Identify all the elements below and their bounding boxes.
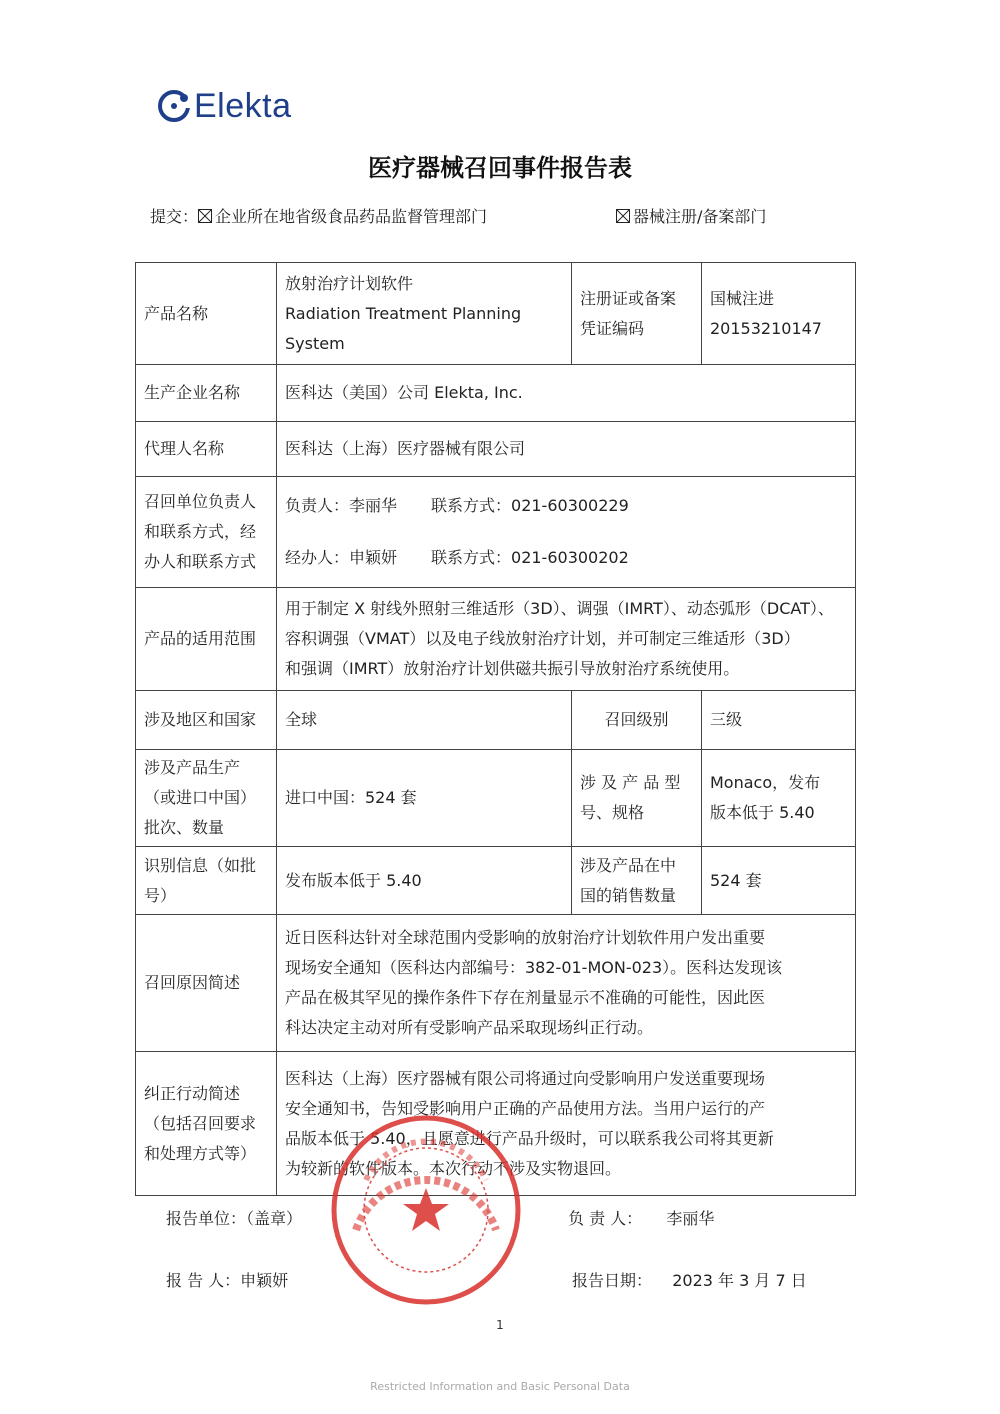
- batch-label: 涉及产品生产 （或进口中国） 批次、数量: [136, 750, 277, 847]
- identification-value: 发布版本低于 5.40: [277, 847, 572, 915]
- checkbox-checked-icon: [198, 209, 212, 223]
- logo-text: Elekta: [194, 86, 292, 125]
- registration-value: 国械注进 20153210147: [702, 263, 856, 365]
- leader-label: 负 责 人：: [568, 1209, 643, 1228]
- date-label: 报告日期：: [572, 1271, 653, 1290]
- identification-label: 识别信息（如批 号）: [136, 847, 277, 915]
- sales-label: 涉及产品在中 国的销售数量: [572, 847, 702, 915]
- scope-label: 产品的适用范围: [136, 588, 277, 691]
- level-label: 召回级别: [572, 691, 702, 750]
- submit-option-province: 企业所在地省级食品药品监督管理部门: [215, 207, 488, 226]
- page-number: 1: [496, 1318, 504, 1332]
- reason-value: 近日医科达针对全球范围内受影响的放射治疗计划软件用户发出重要 现场安全通知（医科达内部编号：382-01-MON-023）。医科达发现该 产品在极其罕见的操作条件下存在剂量显示不准确的可能性，因此医 科达决定主动对所有受影响产品采取现场纠正行动。: [277, 915, 856, 1052]
- date-line: [572, 1268, 807, 1291]
- leader-line: [568, 1206, 714, 1229]
- report-unit-label: 报告单位：（盖章）: [166, 1209, 303, 1228]
- date-value: 2023 年 3 月 7 日: [672, 1271, 807, 1290]
- scope-value: 用于制定 X 射线外照射三维适形（3D）、调强（IMRT）、动态弧形（DCAT）、 容积调强（VMAT）以及电子线放射治疗计划，并可制定三维适形（3D） 和强调（IMRT）放射治疗计划供磁共振引导放射治疗系统使用。: [277, 588, 856, 691]
- product-name-label: 产品名称: [136, 263, 277, 365]
- responsible-person: 负责人：李丽华: [285, 496, 398, 515]
- registration-label: 注册证或备案 凭证编码: [572, 263, 702, 365]
- row-identification: [136, 847, 856, 915]
- company-seal-icon: [326, 1110, 526, 1310]
- manufacturer-value: 医科达（美国）公司 Elekta, Inc.: [277, 365, 856, 422]
- leader-value: 李丽华: [666, 1209, 715, 1228]
- row-manufacturer: [136, 365, 856, 422]
- manufacturer-label: 生产企业名称: [136, 365, 277, 422]
- submit-line-2: [616, 204, 766, 227]
- recall-report-table: [135, 262, 856, 1196]
- row-agent: [136, 422, 856, 477]
- agent-value: 医科达（上海）医疗器械有限公司: [277, 422, 856, 477]
- region-value: 全球: [277, 691, 572, 750]
- row-reason: [136, 915, 856, 1052]
- model-value: Monaco，发布 版本低于 5.40: [702, 750, 856, 847]
- row-scope: [136, 588, 856, 691]
- sales-value: 524 套: [702, 847, 856, 915]
- row-product-name: [136, 263, 856, 365]
- checkbox-checked-icon: [616, 209, 630, 223]
- elekta-logo: [156, 84, 292, 128]
- contact-value: [277, 477, 856, 588]
- restricted-notice: Restricted Information and Basic Personal Data: [370, 1380, 630, 1393]
- contact-label: 召回单位负责人 和联系方式，经 办人和联系方式: [136, 477, 277, 588]
- action-value: 医科达（上海）医疗器械有限公司将通过向受影响用户发送重要现场 安全通知书，告知受影响用户正确的产品使用方法。当用户运行的产 品版本低于 5.40，且愿意进行产品升级时，可以联系我公司将其更新 为较新的软件版本。本次行动不涉及实物退回。: [277, 1052, 856, 1196]
- page-title: 医疗器械召回事件报告表: [368, 154, 632, 182]
- product-name-value: 放射治疗计划软件 Radiation Treatment Planning System: [277, 263, 572, 365]
- reporter-line: 报 告 人：申颖妍: [166, 1271, 289, 1290]
- level-value: 三级: [702, 691, 856, 750]
- handler-phone: 联系方式：021-60300202: [431, 548, 629, 567]
- reason-label: 召回原因简述: [136, 915, 277, 1052]
- action-label: 纠正行动简述 （包括召回要求 和处理方式等）: [136, 1052, 277, 1196]
- agent-label: 代理人名称: [136, 422, 277, 477]
- submit-prefix: 提交：: [150, 207, 199, 226]
- elekta-logo-icon: [156, 88, 192, 124]
- row-contact: [136, 477, 856, 588]
- responsible-phone: 联系方式：021-60300229: [431, 496, 629, 515]
- row-region: [136, 691, 856, 750]
- model-label: 涉 及 产 品 型 号、规格: [572, 750, 702, 847]
- region-label: 涉及地区和国家: [136, 691, 277, 750]
- row-batch: [136, 750, 856, 847]
- handler-person: 经办人：申颖妍: [285, 548, 398, 567]
- batch-value: 进口中国：524 套: [277, 750, 572, 847]
- submit-line: [150, 204, 487, 227]
- submit-option-registration: 器械注册/备案部门: [633, 207, 767, 226]
